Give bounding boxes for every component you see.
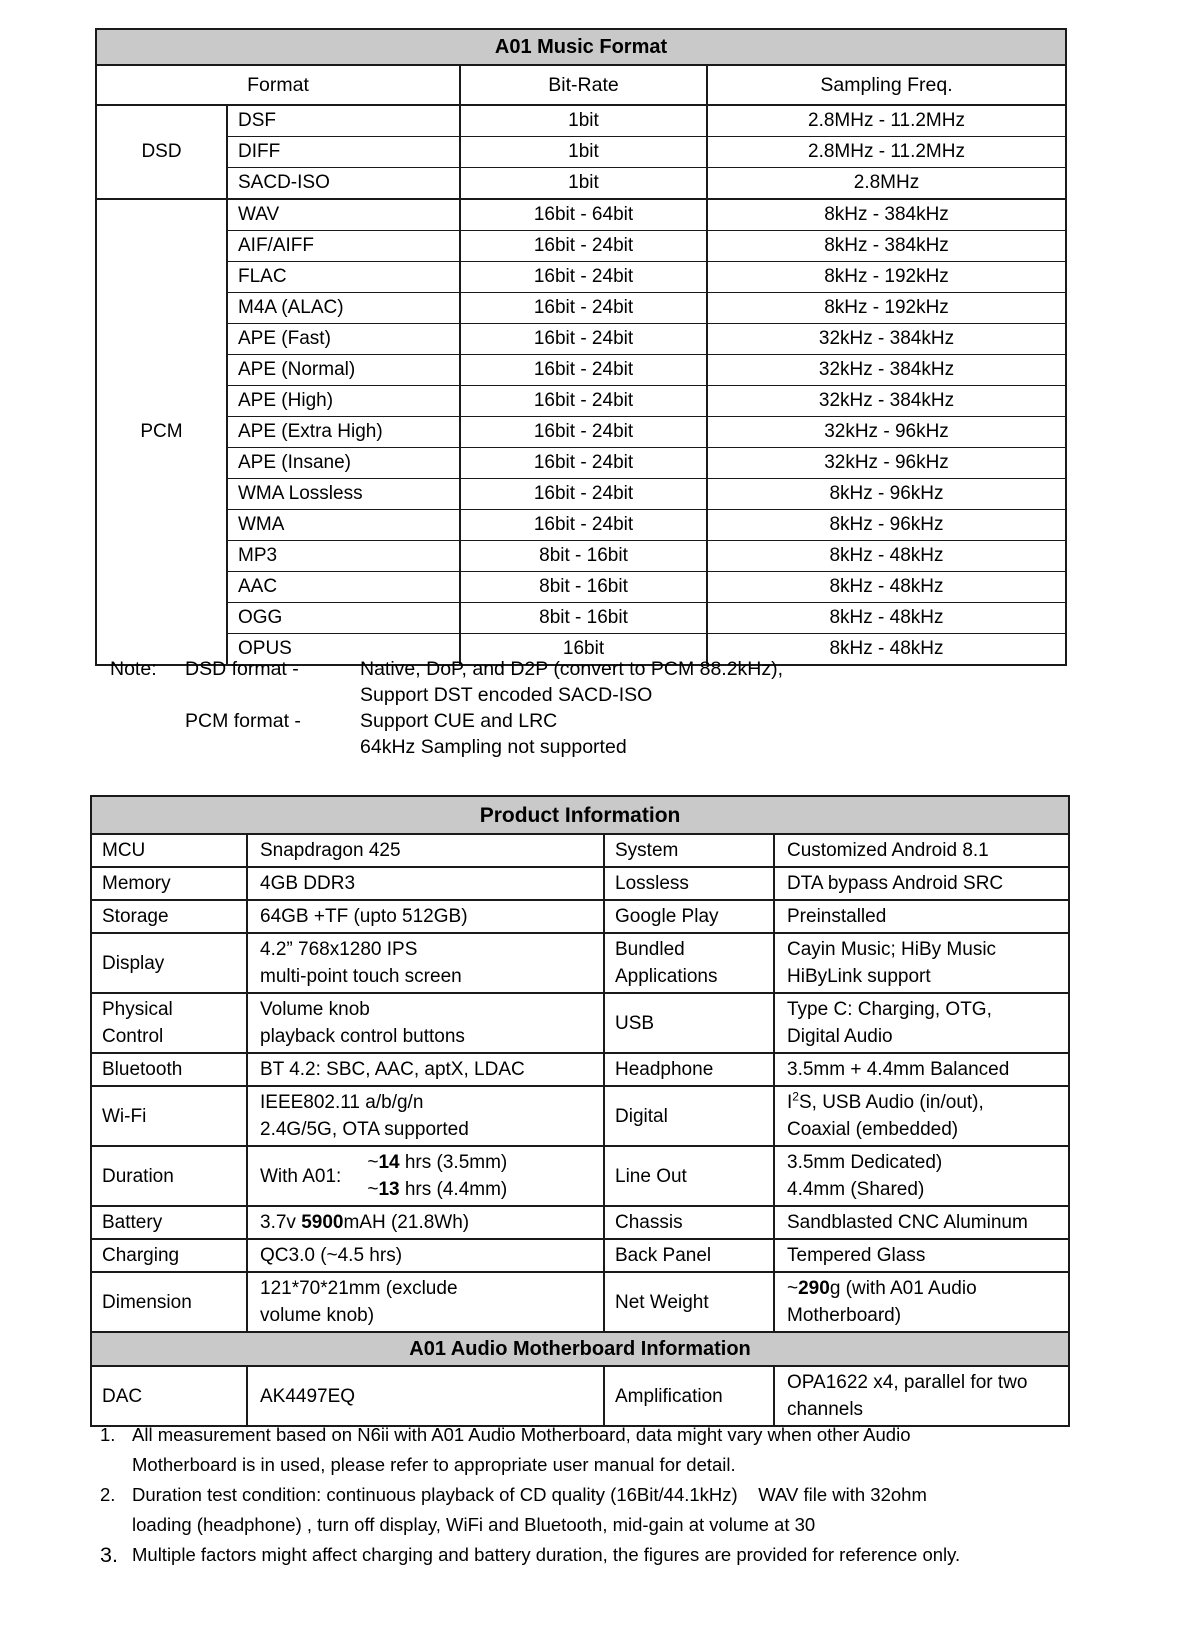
bitrate-cell: 16bit - 24bit <box>460 231 707 262</box>
spec-label-cell: Wi-Fi <box>91 1086 247 1146</box>
bitrate-cell: 8bit - 16bit <box>460 572 707 603</box>
note-text: Support CUE and LRC <box>360 710 558 732</box>
spec-row <box>91 993 1069 1053</box>
spec-value-cell: Sandblasted CNC Aluminum <box>774 1206 1069 1239</box>
sampling-cell: 2.8MHz - 11.2MHz <box>707 137 1066 168</box>
format-note <box>110 656 783 760</box>
netweight-value-cell: ~290g (with A01 Audio Motherboard) <box>774 1272 1069 1332</box>
duration-line: ~14 hrs (3.5mm) <box>367 1152 508 1173</box>
format-name-cell: OGG <box>227 603 460 634</box>
table-row <box>96 231 1066 262</box>
spec-value-cell: Volume knob playback control buttons <box>247 993 604 1053</box>
spec-row <box>91 933 1069 993</box>
table-row <box>96 262 1066 293</box>
bitrate-cell: 1bit <box>460 105 707 137</box>
format-name-cell: WMA Lossless <box>227 479 460 510</box>
bitrate-cell: 16bit - 24bit <box>460 479 707 510</box>
spec-label-cell: Bundled Applications <box>604 933 774 993</box>
bitrate-cell: 16bit - 24bit <box>460 386 707 417</box>
bitrate-cell: 16bit <box>460 634 707 666</box>
footnote-1: 1. All measurement based on N6ii with A01 Audio Motherboard, data might vary when other Audio Motherboard is in used, please refer to appropriate user manual for detail. <box>100 1420 1090 1480</box>
format-name-cell: DSF <box>227 105 460 137</box>
format-name-cell: MP3 <box>227 541 460 572</box>
table-row <box>96 603 1066 634</box>
spec-value-cell: 3.5mm Dedicated) 4.4mm (Shared) <box>774 1146 1069 1206</box>
format-name-cell: DIFF <box>227 137 460 168</box>
motherboard-section-title: A01 Audio Motherboard Information <box>91 1332 1069 1366</box>
sampling-cell: 32kHz - 96kHz <box>707 448 1066 479</box>
table-row <box>96 293 1066 324</box>
footnote-number: 1. <box>100 1424 116 1445</box>
sampling-cell: 8kHz - 48kHz <box>707 603 1066 634</box>
footnote-2: 2. Duration test condition: continuous playback of CD quality (16Bit/44.1kHz) WAV file with 32ohm loading (headphone) , turn off display, WiFi and Bluetooth, mid-gain at volume at 30 <box>100 1480 1090 1540</box>
sampling-cell: 8kHz - 48kHz <box>707 541 1066 572</box>
sampling-cell: 8kHz - 48kHz <box>707 634 1066 666</box>
table-row <box>96 541 1066 572</box>
sampling-cell: 8kHz - 192kHz <box>707 262 1066 293</box>
note-text: 64kHz Sampling not supported <box>360 736 627 758</box>
spec-value-cell: Snapdragon 425 <box>247 834 604 867</box>
spec-label-cell: Headphone <box>604 1053 774 1086</box>
bitrate-cell: 16bit - 24bit <box>460 262 707 293</box>
bitrate-cell: 16bit - 24bit <box>460 324 707 355</box>
sampling-cell: 2.8MHz <box>707 168 1066 200</box>
motherboard-section-row <box>91 1332 1069 1366</box>
sampling-cell: 8kHz - 48kHz <box>707 572 1066 603</box>
spec-value-cell: AK4497EQ <box>247 1366 604 1426</box>
spec-label-cell: Battery <box>91 1206 247 1239</box>
spec-value-cell: 121*70*21mm (exclude volume knob) <box>247 1272 604 1332</box>
format-name-cell: APE (Normal) <box>227 355 460 386</box>
sampling-cell: 32kHz - 384kHz <box>707 355 1066 386</box>
note-line <box>110 708 783 734</box>
music-format-title: A01 Music Format <box>96 29 1066 65</box>
spec-label-cell: Memory <box>91 867 247 900</box>
spec-label-cell: DAC <box>91 1366 247 1426</box>
spec-value-cell: 4GB DDR3 <box>247 867 604 900</box>
spec-label-cell: USB <box>604 993 774 1053</box>
bitrate-cell: 16bit - 24bit <box>460 293 707 324</box>
spec-row <box>91 1206 1069 1239</box>
bitrate-cell: 8bit - 16bit <box>460 603 707 634</box>
spec-label-cell: Line Out <box>604 1146 774 1206</box>
spec-row <box>91 1086 1069 1146</box>
table-row <box>96 510 1066 541</box>
spec-value-cell: $I^2S$, USB Audio (in/out), Coaxial (embedded) <box>774 1086 1069 1146</box>
spec-label-cell: Lossless <box>604 867 774 900</box>
note-line <box>110 734 783 760</box>
music-format-title-row <box>96 29 1066 65</box>
spec-label-cell: Amplification <box>604 1366 774 1426</box>
spec-value-cell: QC3.0 (~4.5 hrs) <box>247 1239 604 1272</box>
footnotes <box>100 1420 1090 1570</box>
note-term-dsd: DSD format - <box>185 658 299 680</box>
footnote-number: 3. <box>100 1543 118 1567</box>
product-info-title: Product Information <box>91 796 1069 834</box>
spec-value-cell: Customized Android 8.1 <box>774 834 1069 867</box>
spec-value-cell: Tempered Glass <box>774 1239 1069 1272</box>
format-name-cell: FLAC <box>227 262 460 293</box>
spec-label-cell: Display <box>91 933 247 993</box>
table-row <box>96 417 1066 448</box>
spec-value-cell: 3.5mm + 4.4mm Balanced <box>774 1053 1069 1086</box>
sampling-cell: 32kHz - 384kHz <box>707 324 1066 355</box>
spec-value-cell: 4.2” 768x1280 IPS multi-point touch screen <box>247 933 604 993</box>
bitrate-cell: 8bit - 16bit <box>460 541 707 572</box>
bitrate-cell: 1bit <box>460 137 707 168</box>
sampling-cell: 32kHz - 96kHz <box>707 417 1066 448</box>
format-name-cell: WAV <box>227 199 460 231</box>
product-info-table <box>90 795 1070 1427</box>
table-row <box>96 386 1066 417</box>
table-row <box>96 324 1066 355</box>
sampling-cell: 8kHz - 384kHz <box>707 231 1066 262</box>
duration-value-cell <box>247 1146 604 1206</box>
spec-value-cell: DTA bypass Android SRC <box>774 867 1069 900</box>
spec-value-cell: Type C: Charging, OTG, Digital Audio <box>774 993 1069 1053</box>
spec-value-cell: IEEE802.11 a/b/g/n 2.4G/5G, OTA supported <box>247 1086 604 1146</box>
footnote-3: 3. Multiple factors might affect charging and battery duration, the figures are provided for reference only. <box>100 1540 1090 1570</box>
spec-row <box>91 1366 1069 1426</box>
note-text: Support DST encoded SACD-ISO <box>360 684 653 706</box>
note-label: Note: <box>110 658 157 680</box>
table-row <box>96 572 1066 603</box>
spec-value-cell: Preinstalled <box>774 900 1069 933</box>
product-info-title-row <box>91 796 1069 834</box>
duration-prefix: With A01: <box>260 1165 342 1187</box>
spec-label-cell: Duration <box>91 1146 247 1206</box>
sampling-cell: 8kHz - 96kHz <box>707 510 1066 541</box>
group-label-pcm: PCM <box>96 199 227 665</box>
format-name-cell: APE (Fast) <box>227 324 460 355</box>
spec-row <box>91 1272 1069 1332</box>
sampling-cell: 8kHz - 384kHz <box>707 199 1066 231</box>
spec-row <box>91 1239 1069 1272</box>
spec-label-cell: Google Play <box>604 900 774 933</box>
bitrate-cell: 16bit - 24bit <box>460 355 707 386</box>
note-line <box>110 682 783 708</box>
column-header-sampling: Sampling Freq. <box>707 65 1066 105</box>
duration-line: ~13 hrs (4.4mm) <box>367 1179 508 1200</box>
sampling-cell: 2.8MHz - 11.2MHz <box>707 105 1066 137</box>
table-row <box>96 479 1066 510</box>
spec-label-cell: Net Weight <box>604 1272 774 1332</box>
spec-row <box>91 834 1069 867</box>
spec-row <box>91 1053 1069 1086</box>
spec-row <box>91 867 1069 900</box>
format-name-cell: WMA <box>227 510 460 541</box>
spec-label-cell: MCU <box>91 834 247 867</box>
note-line <box>110 656 783 682</box>
music-format-table <box>95 28 1067 666</box>
table-row <box>96 199 1066 231</box>
spec-label-cell: Back Panel <box>604 1239 774 1272</box>
spec-label-cell: Charging <box>91 1239 247 1272</box>
spec-value-cell: 64GB +TF (upto 512GB) <box>247 900 604 933</box>
battery-value-cell: 3.7v 5900mAH (21.8Wh) <box>247 1206 604 1239</box>
format-name-cell: APE (Extra High) <box>227 417 460 448</box>
spec-label-cell: Chassis <box>604 1206 774 1239</box>
spec-row <box>91 900 1069 933</box>
bitrate-cell: 16bit - 24bit <box>460 510 707 541</box>
spec-label-cell: Storage <box>91 900 247 933</box>
footnote-number: 2. <box>100 1484 116 1505</box>
table-row <box>96 355 1066 386</box>
table-row <box>96 105 1066 137</box>
spec-label-cell: System <box>604 834 774 867</box>
format-name-cell: AAC <box>227 572 460 603</box>
column-header-bitrate: Bit-Rate <box>460 65 707 105</box>
spec-value-cell: Cayin Music; HiBy Music HiByLink support <box>774 933 1069 993</box>
spec-label-cell: Digital <box>604 1086 774 1146</box>
format-name-cell: AIF/AIFF <box>227 231 460 262</box>
table-row <box>96 137 1066 168</box>
format-name-cell: M4A (ALAC) <box>227 293 460 324</box>
spec-label-cell: Bluetooth <box>91 1053 247 1086</box>
column-header-format: Format <box>96 65 460 105</box>
note-term-pcm: PCM format - <box>185 710 301 732</box>
spec-row <box>91 1146 1069 1206</box>
sampling-cell: 32kHz - 384kHz <box>707 386 1066 417</box>
format-name-cell: APE (Insane) <box>227 448 460 479</box>
spec-label-cell: Dimension <box>91 1272 247 1332</box>
sampling-cell: 8kHz - 192kHz <box>707 293 1066 324</box>
bitrate-cell: 1bit <box>460 168 707 200</box>
spec-label-cell: Physical Control <box>91 993 247 1053</box>
note-text: Native, DoP, and D2P (convert to PCM 88.2kHz), <box>360 658 784 680</box>
bitrate-cell: 16bit - 24bit <box>460 448 707 479</box>
music-format-header-row <box>96 65 1066 105</box>
table-row <box>96 168 1066 200</box>
format-name-cell: APE (High) <box>227 386 460 417</box>
spec-value-cell: BT 4.2: SBC, AAC, aptX, LDAC <box>247 1053 604 1086</box>
group-label-dsd: DSD <box>96 105 227 199</box>
format-name-cell: OPUS <box>227 634 460 666</box>
bitrate-cell: 16bit - 64bit <box>460 199 707 231</box>
spec-value-cell: OPA1622 x4, parallel for two channels <box>774 1366 1069 1426</box>
sampling-cell: 8kHz - 96kHz <box>707 479 1066 510</box>
table-row <box>96 448 1066 479</box>
bitrate-cell: 16bit - 24bit <box>460 417 707 448</box>
format-name-cell: SACD-ISO <box>227 168 460 200</box>
superscript-2: 2 <box>792 1089 799 1104</box>
